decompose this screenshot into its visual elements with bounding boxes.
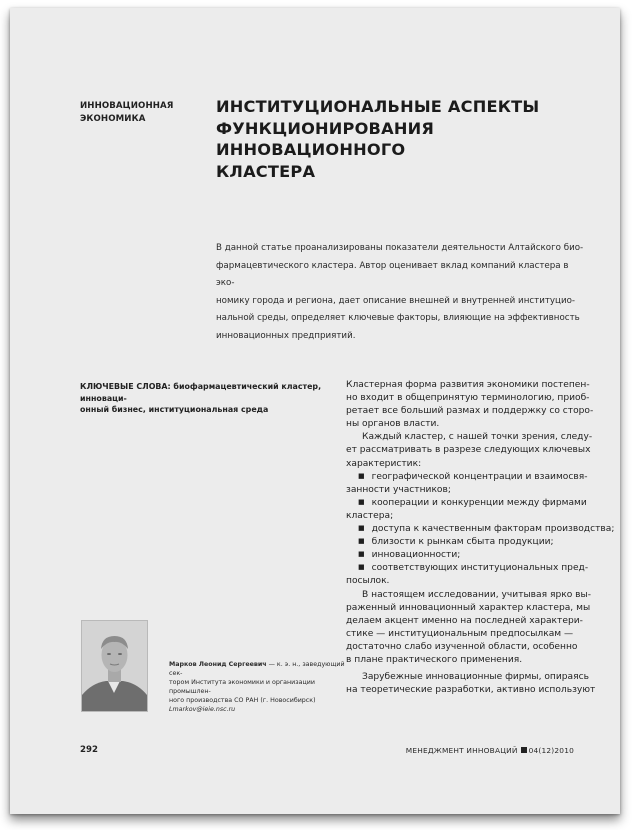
body-line: в плане практического применения. <box>346 654 523 665</box>
article-title: ИНСТИТУЦИОНАЛЬНЫЕ АСПЕКТЫ ФУНКЦИОНИРОВАНИЯ ИННОВАЦИОННОГО КЛАСТЕРА <box>216 97 540 181</box>
body-line: Каждый кластер, с нашей точки зрения, следу- <box>362 432 593 443</box>
author-name: Марков Леонид Сергеевич <box>169 661 267 668</box>
author-email[interactable]: Lmarkov@ieie.nsc.ru <box>169 705 236 713</box>
body-line: на теоретические разработки, активно используют <box>346 685 596 696</box>
author-photo <box>81 620 148 712</box>
body-line: кластера; <box>346 510 394 521</box>
journal-name: МЕНЕДЖМЕНТ ИННОВАЦИЙ <box>405 746 518 755</box>
bullet-item: ■ кооперации и конкуренции между фирмами <box>346 497 600 510</box>
journal-issue: 04(12)2010 <box>528 746 574 755</box>
bullet-item: ■ соответствующих институциональных пред- <box>346 562 600 575</box>
journal-footer <box>406 746 574 755</box>
bullet-item: ■ географической концентрации и взаимосвя- <box>346 471 600 484</box>
body-line: достаточно слабо изученной области, особенно <box>346 641 578 652</box>
body-line: но входит в общепринятую терминологию, приоб- <box>346 393 590 404</box>
article-abstract: В данной статье проанализированы показатели деятельности Алтайского био- фармацевтического кластера. Автор оценивает вклад компаний кластера в эко- номику города и региона, дает описание внешней и внутренней институцио- нальной среды, определяет ключевые факторы, влияющие на эффективность инновационных предприятий. <box>216 243 584 341</box>
body-line: В настоящем исследовании, учитывая ярко вы- <box>362 589 591 600</box>
bullet-item: ■ доступа к качественным факторам производства; <box>346 523 600 536</box>
page-number: 292 <box>80 745 98 755</box>
author-info <box>169 661 349 714</box>
body-line: занности участников; <box>346 484 451 495</box>
body-line: ет рассматривать в разрезе следующих ключевых <box>346 445 591 456</box>
body-line: Кластерная форма развития экономики постепен- <box>346 380 590 390</box>
section-rubric: ИННОВАЦИОННАЯ ЭКОНОМИКА <box>80 101 174 124</box>
body-line: характеристик: <box>346 458 422 469</box>
journal-page <box>10 8 620 814</box>
body-line: стике — институциональным предпосылкам — <box>346 628 574 639</box>
bullet-item: ■ инновационности; <box>346 549 600 562</box>
square-separator-icon <box>521 747 527 753</box>
body-line: ны органов власти. <box>346 419 440 430</box>
body-line: ретает все больший размах и поддержку со сторо- <box>346 406 594 417</box>
bullet-item: ■ близости к рынкам сбыта продукции; <box>346 536 600 549</box>
body-line: Зарубежные инновационные фирмы, опираясь <box>362 672 589 683</box>
body-text-column <box>346 379 615 697</box>
keywords: КЛЮЧЕВЫЕ СЛОВА: биофармацевтический кластер, инноваци- онный бизнес, институциональная среда <box>80 382 322 415</box>
body-line: раженный инновационный характер кластера, мы <box>346 602 591 613</box>
author-description: — к. э. н., заведующий сек- тором Института экономики и организации промышлен- ного производства СО РАН (г. Новосибирск) <box>169 661 345 704</box>
body-line: посылок. <box>346 576 390 587</box>
body-line: делаем акцент именно на последней характери- <box>346 615 583 626</box>
